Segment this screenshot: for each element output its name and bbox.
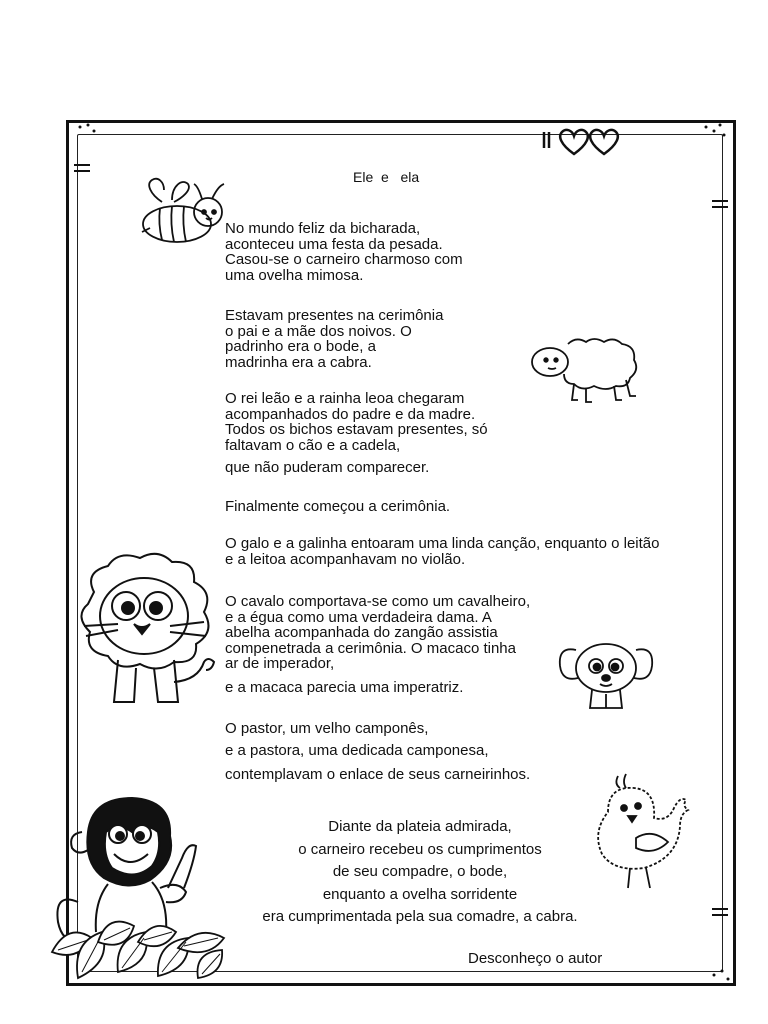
poem-line: e a égua como uma verdadeira dama. A bbox=[225, 608, 492, 626]
poem-title: Ele e ela bbox=[353, 169, 420, 185]
closing-stanza bbox=[200, 816, 640, 929]
poem-line: O rei leão e a rainha leoa chegaram bbox=[225, 390, 465, 407]
lion-icon bbox=[74, 552, 232, 706]
poem-line: faltavam o cão e a cadela, bbox=[225, 436, 401, 454]
poem-line: que não puderam comparecer. bbox=[225, 459, 430, 476]
poem-line: uma ovelha mimosa. bbox=[225, 266, 364, 284]
author-credit: Desconheço o autor bbox=[468, 950, 603, 967]
poem-line: de seu compadre, o bode, bbox=[332, 863, 508, 880]
stanza-7 bbox=[225, 594, 530, 672]
poem-line: e a macaca parecia uma imperatriz. bbox=[225, 679, 464, 696]
stanza-3 bbox=[225, 391, 488, 453]
stanza-2 bbox=[225, 308, 443, 370]
poem-line: O cavalo comportava-se como um cavalheiro, bbox=[225, 593, 531, 610]
poem-line: contemplavam o enlace de seus carneirinhos. bbox=[225, 766, 531, 783]
hearts-icon bbox=[540, 126, 624, 158]
stanza-1 bbox=[225, 221, 463, 283]
monkey-icon bbox=[48, 792, 230, 986]
poem-line: Diante da plateia admirada, bbox=[328, 818, 512, 835]
poem-line: O galo e a galinha entoaram uma linda canção, enquanto o leitão bbox=[225, 535, 660, 552]
poem-line: o carneiro recebeu os cumprimentos bbox=[298, 840, 542, 858]
poem-line: Estavam presentes na cerimônia bbox=[225, 307, 444, 324]
poem-line: No mundo feliz da bicharada, bbox=[225, 220, 421, 237]
poem-line: padrinho era o bode, a bbox=[225, 338, 376, 355]
stanza-6 bbox=[225, 536, 659, 567]
poem-line: Todos os bichos estavam presentes, só bbox=[225, 421, 488, 438]
sheep-icon bbox=[528, 334, 646, 408]
puppy-icon bbox=[556, 636, 656, 714]
poem-line: compenetrada a cerimônia. O macaco tinha bbox=[225, 639, 516, 657]
poem-line: Finalmente começou a cerimônia. bbox=[225, 498, 451, 515]
poem-line: era cumprimentada pela sua comadre, a cabra. bbox=[262, 908, 578, 925]
poem-line: ar de imperador, bbox=[225, 655, 335, 672]
poem-line: enquanto a ovelha sorridente bbox=[322, 885, 518, 903]
bee-icon bbox=[132, 172, 232, 252]
poem-line: acompanhados do padre e da madre. bbox=[225, 405, 476, 423]
poem-line: e a pastora, uma dedicada camponesa, bbox=[225, 742, 489, 759]
poem-line: e a leitoa acompanhavam no violão. bbox=[225, 550, 466, 568]
poem-line: O pastor, um velho camponês, bbox=[225, 720, 429, 737]
poem-line: o pai e a mãe dos noivos. O bbox=[225, 322, 412, 340]
poem-line: abelha acompanhada do zangão assistia bbox=[225, 624, 498, 641]
poem-line: Casou-se o carneiro charmoso com bbox=[225, 251, 463, 268]
poem-line: madrinha era a cabra. bbox=[225, 353, 372, 371]
poem-line: aconteceu uma festa da pesada. bbox=[225, 235, 443, 253]
